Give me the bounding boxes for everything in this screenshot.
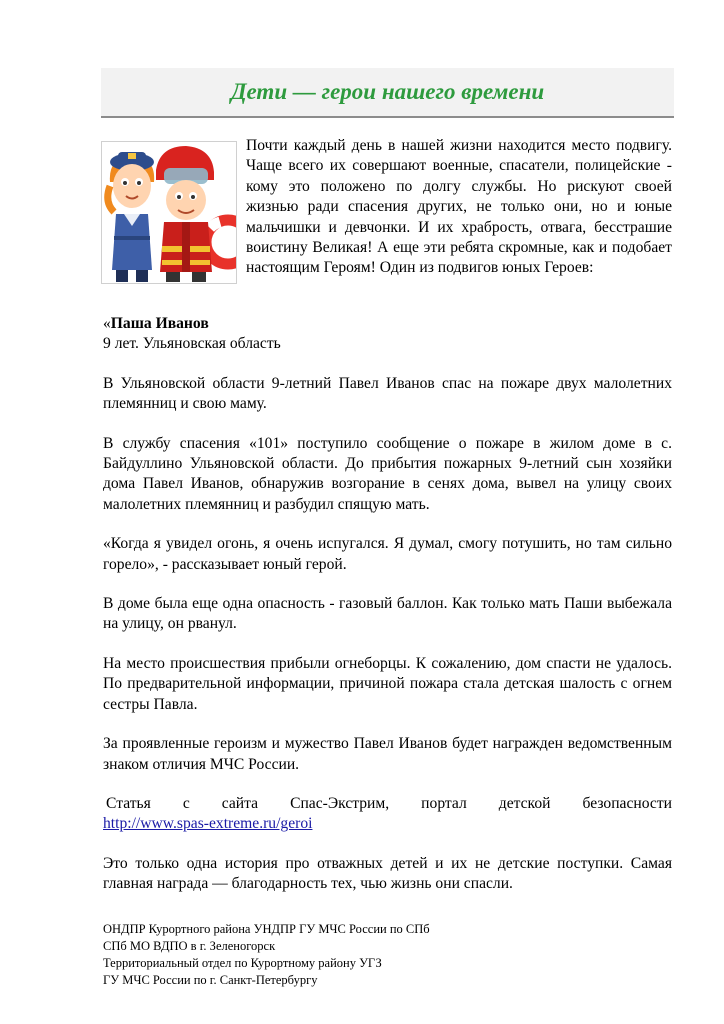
page-title: Дети — герои нашего времени [230, 79, 545, 104]
source-link[interactable]: http://www.spas-extreme.ru/geroi [103, 815, 313, 833]
story-paragraph: «Когда я увидел огонь, я очень испугался. Я думал, смогу потушить, но там сильно горело», - рассказывает юный герой. [103, 535, 672, 573]
source-text: Статья с сайта Спас-Экстрим, портал детской безопасности [106, 794, 672, 812]
hero-subtitle: 9 лет. Ульяновская область [103, 335, 281, 353]
footer-line: ОНДПР Курортного района УНДПР ГУ МЧС России по СПб [103, 922, 430, 936]
open-quote: « [103, 315, 111, 332]
hero-name-line [103, 314, 672, 334]
intro-paragraph: Почти каждый день в нашей жизни находится место подвигу. Чаще всего их совершают военные, спасатели, полицейские - кому это положено по долгу службы. Но рискуют своей жизнью ради спасения других, не только они, но и юные мальчишки и девчонки. И их храбрость, отвага, бесстрашие воистину Великая! А еще эти ребята скромные, как и подобает настоящим Героям! Один из подвигов юных Героев: [246, 137, 672, 277]
footer-line: Территориальный отдел по Курортному району УГЗ [103, 956, 382, 970]
source-block [103, 794, 672, 835]
story-paragraph: В доме была еще одна опасность - газовый баллон. Как только мать Паши выбежала на улицу, он рванул. [103, 595, 672, 633]
story-paragraph: В Ульяновской области 9-летний Павел Иванов спас на пожаре двух малолетних племянниц и свою маму. [103, 374, 672, 413]
heroes-illustration [101, 141, 237, 284]
hero-name: Паша Иванов [110, 315, 209, 332]
story-paragraph: На место происшествия прибыли огнеборцы. К сожалению, дом спасти не удалось. По предварительной информации, причиной пожара стала детская шалость с огнем сестры Павла. [103, 654, 672, 713]
story-paragraph: За проявленные героизм и мужество Павел Иванов будет награжден ведомственным знаком отличия МЧС России. [103, 735, 672, 773]
cartoon-children-image [102, 142, 236, 283]
article-body [103, 314, 672, 914]
footer-line: ГУ МЧС России по г. Санкт-Петербургу [103, 973, 318, 987]
footer-organizations [103, 921, 603, 989]
title-banner [101, 68, 674, 118]
footer-line: СПб МО ВДПО в г. Зеленогорск [103, 939, 276, 953]
closing-paragraph: Это только одна история про отважных детей и их не детские поступки. Самая главная награда — благодарность тех, чью жизнь они спасли. [103, 854, 672, 893]
story-paragraph: В службу спасения «101» поступило сообщение о пожаре в жилом доме в с. Байдуллино Ульяновской области. До прибытия пожарных 9-летний сын хозяйки дома Павел Иванов, обнаружив возгорание в сенях дома, вывел на улицу своих малолетних племянниц и разбудил спящую мать. [103, 434, 672, 513]
